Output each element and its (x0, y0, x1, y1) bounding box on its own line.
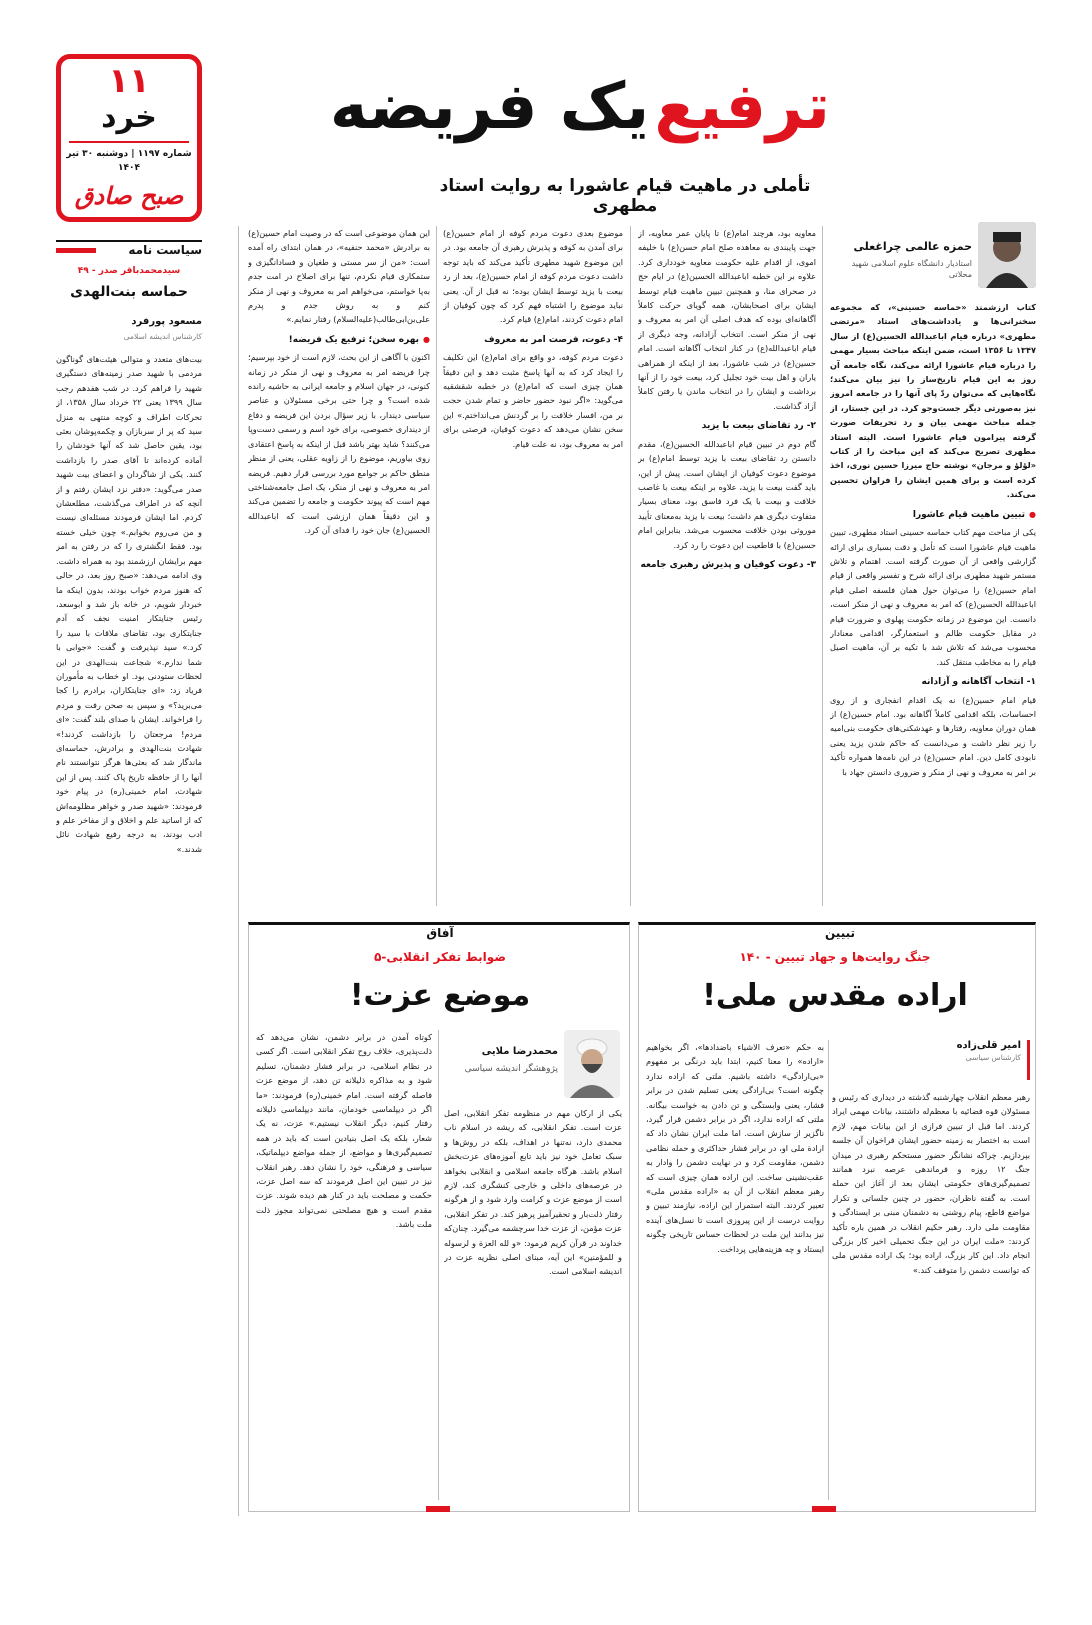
main-intro: کتاب ارزشمند «حماسه حسینی»، که مجموعه سخنرانی‌ها و یادداشت‌های استاد «مرتضی مطهری» درباره قیام اباعبدالله الحسین(ع) از سال ۱۳۴۷ تا ۱۳۵۶ است، ضمن اینکه مباحث بسیار مهمی را درباره قیام عاشورا ارائه می‌کند، نگاه جامعه آن روز به این قیام تاریخ‌ساز را نیز بیان می‌کند؛ نگاه‌هایی که می‌توان ردّ پای آنها را در جامعه امروز نیز به‌صورتی دیگر جست‌وجو کرد. در این جستار، از جمله مباحث مهمی بیان و رد تحریفات صورت گرفته پیرامون قیام عاشورا است. البته استاد مطهری تصریح می‌کند که این مباحث را از کتاب «لؤلؤ و مرجان» نوشته حاج میرزا حسین نوری، اخذ کرده است و برای همین ایشان را فراوان تحسین می‌کند. (830, 302, 1036, 500)
main-col-1 (830, 300, 1036, 890)
siasat-header-label: سیاست نامه (128, 243, 202, 257)
main-p3: معاویه بود، هرچند امام(ع) تا پایان عمر معاویه، از جهت پایبندی به معاهده صلح امام حسن(ع) با خلیفه اموی، از اقدام علیه حکومت معاویه خودداری کرد. علاوه بر این خطبه اباعبدالله الحسین(ع) در ایام حج در صحرای منا، و همچنین تبیین ماهیت قیام توسط ایشان برای اصحابشان، همه گویای حرکت کاملاً آگاهانه‌ای بوده که هدف اصلی آن امر به معروف و نهی از منکر است. انتخاب آزادانه، وجه دیگری از قیام اباعبدالله(ع) در کنار انتخاب آگاهانه است. امام حسین(ع) در شب عاشورا، بعد از اینکه از همراهی یاران و اهل بیت خود تجلیل کرد، بیعت خود را از آنها برداشت و ایشان را در انتخاب ماندن یا رفتن کاملاً آزاد گذاشت. (638, 228, 816, 411)
afagh-col-1: یکی از ارکان مهم در منظومه تفکر انقلابی، اصل عزت است. تفکر انقلابی، که ریشه در اسلام ناب محمدی دارد، نه‌تنها در اهداف، بلکه در روش‌ها و سبک تعامل خود نیز باید تابع آموزه‌های عزت‌بخش اسلام باشد. هرگاه جامعه اسلامی و انقلابی بخواهد در عرصه‌های داخلی و خارجی کنشگری کند، لازم است از موضع عزت و کرامت وارد شود و از هرگونه رفتار ذلت‌بار و تحقیرآمیز پرهیز کند. در تفکر انقلابی، عزت مؤمن، از عزت خدا سرچشمه می‌گیرد. چنان‌که خداوند در قرآن کریم فرمود: «و لله العزة و لرسوله و للمؤمنین» این آیه، مبنای اصلی نظریه عزت در اندیشه اسلامی است. (444, 1108, 622, 1277)
end-mark (812, 1506, 836, 1512)
col-rule (238, 226, 239, 1516)
siasat-kicker: سیدمحمدباقر صدر - ۴۹ (77, 266, 181, 276)
siasat-title: حماسه بنت‌الهدی (70, 284, 188, 300)
main-col-3 (443, 226, 623, 886)
author-name: حمزه عالمی چراغعلی (853, 240, 972, 253)
tabyin-author-block (832, 1040, 1030, 1080)
tabyin-col-2: به حکم «تعرف الاشیاء باضدادها»، اگر بخواهیم «اراده» را معنا کنیم، ابتدا باید درنگی بر مفهوم «بی‌ارادگی» داشته باشیم. ملتی که اراده ندارد چگونه است؟ بی‌ارادگی یعنی تسلیم شدن در برابر فشار، یعنی وابستگی و تن دادن به خواست بیگانه. ملتی که اراده ندارد، اگر در برابر دشمن قرار گیرد، ناگزیر از سازش است. اما ملت ایران نشان داد که ارادة ملی او، در برابر فشار حداکثری و حمله نظامی دشمن، مقاومت کرد و در نهایت دشمن را وادار به عقب‌نشینی ساخت. این اراده همان چیزی است که رهبر معظم انقلاب از آن به «اراده مقدس ملی» تعبیر کردند. البته استمرار این اراده، نیازمند تبیین و روایت درست از این پیروزی است تا نسل‌های آینده نیز بدانند این ملت در لحظات حساس تاریخی چگونه ایستاد و چه هزینه‌هایی پرداخت. (646, 1042, 824, 1254)
siasat-author: مسعود پورفرد (131, 316, 202, 327)
main-p7: این همان موضوعی است که در وصیت امام حسین(ع) به برادرش «محمد حنفیه»، در همان ابتدای راه آمده است: «من از سر مستی و طغیان و فسادانگیزی و ستمکاری قیام نکردم، تنها برای اصلاح در امت جدم به‌پا خواستم، می‌خواهم امر به معروف و نهی از منکر کنم و به روش جدم و پدرم علی‌بن‌ابی‌طالب(علیه‌السلام) رفتار نمایم.» (248, 228, 430, 325)
main-p2: قیام امام حسین(ع) نه یک اقدام انفجاری و از روی احساسات، بلکه اقدامی کاملاً آگاهانه بود. امام حسین(ع) از همان دوران معاویه، رفتارها و عهدشکنی‌های حکومت بنی‌امیه را زیر نظر داشت و می‌دانست که حاکم شدن یزید یعنی نابودی کامل دین. امام حسین(ع) در این نامه‌ها همواره تأکید بر امر به معروف و نهی از منکر و ضروری دانستن جهاد با (830, 694, 1036, 777)
col-rule (828, 1040, 829, 1500)
main-sub-5: ۴- دعوت، فرصت امر به معروف (484, 334, 623, 345)
newspaper-logo: صبح صادق (74, 182, 184, 210)
col-rule (822, 226, 823, 906)
afagh-col-2: کوتاه آمدن در برابر دشمن، نشان می‌دهد که ذلت‌پذیری، خلاف روح تفکر انقلابی است. اگر کسی در نظام اسلامی، در برابر فشار دشمنان، تسلیم شود و به مذاکره ذلیلانه تن دهد، از موضع عزت فاصله گرفته است. امام خمینی(ره) فرمودند: «ما اگر در دیپلماسی خودمان، مانند دیپلماسی ذلیلانه رفتار کنیم، دیگر انقلاب نیستیم.» عزت، نه یک شعار، بلکه یک اصل بنیادین است که باید در همه تصمیم‌گیری‌ها و مواضع، از جمله مواضع دیپلماتیک، سیاسی و فرهنگی، خود را نشان دهد. رهبر انقلاب نیز در تبیین این اصل فرمودند که سه اصل عزت، حکمت و مصلحت باید در کنار هم دیده شوند. عزت مقدم است و هیچ مصلحتی نمی‌تواند مجوز ذلت ملت باشد. (256, 1032, 432, 1230)
tabyin-title: اراده مقدس ملی! (702, 978, 968, 1013)
main-p6: دعوت مردم کوفه، دو واقع برای امام(ع) این تکلیف را ایجاد کرد که به آنها پاسخ مثبت دهد و این دقیقاً همان چیزی است که امام(ع) در خطبه شقشقیه می‌گوید: «اگر نبود حضور حاضر و تمام شدن حجت بر من، افسار خلافت را بر گردنش می‌انداختم.» این سخن نشان می‌دهد که دعوت کوفیان، فرصتی برای امر به معروف بود، نه علت قیام. (443, 352, 623, 449)
page-number: ۱۱ (108, 61, 150, 101)
header-accent (56, 248, 96, 253)
main-col-2 (638, 226, 816, 886)
issue-info: شماره ۱۱۹۷ | دوشنبه ۳۰ تیر ۱۴۰۴ (66, 149, 192, 173)
main-sub-1: ● تبیین ماهیت قیام عاشورا (830, 508, 1036, 522)
col-rule (630, 226, 631, 906)
main-p4: گام دوم در تبیین قیام اباعبدالله الحسین(ع)، مقدم دانستن رد تقاضای بیعت با یزید توسط امام(ع) بر موضوع دعوت کوفیان از ایشان است. پیش از این، باید گفت بیعت با یزید، علاوه بر اینکه بیعت با غاصب خلافت و بیعت با یک فرد فاسق بود، معنای بسیار متفاوت دیگری هم داشت؛ بیعت با یزید به‌معنای تأیید موروثی بودن خلافت محسوب می‌شد. بنابراین امام حسین(ع) با قاطعیت این دعوت را رد کرد. (638, 438, 816, 550)
afagh-author: محمدرضا ملایی (481, 1046, 558, 1057)
main-headline (329, 70, 830, 160)
main-col-4 (248, 226, 430, 886)
headline-black: یک فریضه (329, 70, 650, 144)
tabyin-author: امیر قلی‌زاده (956, 1040, 1021, 1051)
afagh-kicker: ضوابط تفکر انقلابی-۵ (374, 950, 506, 964)
tabyin-header: تبیین (825, 926, 855, 940)
tabyin-author-role: کارشناس سیاسی (965, 1053, 1021, 1062)
main-sub-4: ۳- دعوت کوفیان و پذیرش رهبری جامعه (640, 559, 816, 570)
col-rule (438, 1030, 439, 1500)
headline-red: ترفیع (654, 70, 830, 144)
tabyin-kicker: جنگ روایت‌ها و جهاد تبیین - ۱۴۰ (739, 950, 931, 964)
main-p5: موضوع بعدی دعوت مردم کوفه از امام حسین(ع) برای آمدن به کوفه و پذیرش رهبری آن جامعه بود. در این موضوع شهید مطهری تأکید می‌کند که باید توجه داشت دعوت مردم کوفه از امام حسین(ع)، بعد از رد بیعت با یزید توسط ایشان بوده؛ نه قبل از آن. یعنی نباید موضوع را اشتباه فهم کرد که چون کوفیان از امام دعوت کردند، امام(ع) قیام کرد. (443, 228, 623, 325)
main-subtitle: تأملی در ماهیت قیام عاشورا به روایت استاد مطهری (439, 176, 811, 216)
afagh-author-block (440, 1030, 620, 1100)
main-sub-2: ۱- انتخاب آگاهانه و آزادانه (921, 677, 1036, 688)
afagh-header: آفاق (426, 926, 454, 940)
siasat-header (56, 240, 202, 258)
main-sub-3: ۲- رد تقاضای بیعت با یزید (701, 421, 816, 432)
col-rule (436, 226, 437, 906)
masthead-divider (69, 141, 189, 143)
afagh-author-role: پژوهشگر اندیشه سیاسی (464, 1064, 558, 1074)
siasat-author-role: کارشناس اندیشه اسلامی (123, 332, 202, 341)
author-role: استادیار دانشگاه علوم اسلامی شهید محلاتی (851, 259, 972, 279)
main-sub-6: ● بهره سخن؛ ترفیع یک فریضه! (248, 333, 430, 347)
author-avatar (978, 222, 1036, 288)
siasat-body: بیت‌های متعدد و متوالی هیئت‌های گوناگون مردمی با شهید صدر زمینه‌های دستگیری شهید را فراهم کرد. در شب هفدهم رجب سال ۱۳۹۹ یعنی ۲۲ خرداد سال ۱۳۵۸، از تحرکات اطراف و کوچه منتهی به منزل سید که پر از سربازان و چکمه‌پوشان بعثی بود، یقین حاصل شد که آنها خودشان را آماده کرده‌اند تا آقای صدر را بازداشت کنند. یکی از شاگردان و اعضای بیت شهید صدر می‌گوید: «دفتر نزد ایشان رفتم و از آنچه که در اطراف می‌گذشت، مطلعشان کردم. اما ایشان فرمودند مسئله‌ای نیست و من می‌روم بخوابم.» چون خیلی خسته بود. فقط انگشتری را که در رفتن به امر مهم برایشان ارزشمند بود به همراه داشت. وی ادامه می‌دهد: «صبح روز بعد، در حالی که هنوز مردم خواب بودند، بدون اینکه ما خبردار شویم، در خانه باز شد و ابوسعد، رئیس جنایتکار امنیت نجف که آدم جنایتکاری بود، تقاضای ملاقات با سید را کرد.» سید نپذیرفت و گفت: «جوابی با شما ندارم.» شجاعت بنت‌الهدی در این لحظات ستودنی بود. او خطاب به مأموران فریاد زد: «ای جنایتکاران، برادرم را کجا می‌برید؟» و سپس به صحن رفت و مردم را فراخواند. ایشان با صدای بلند گفت: «ای مردم! مرجعتان را بازداشت کردند!» شهادت بنت‌الهدی و برادرش، حماسه‌ای ماندگار شد که بعثی‌ها هرگز نتوانستند نام آنها را از حافظه تاریخ پاک کنند. پس از این شهادت، امام خمینی(ره) در پیام خود فرمودند: «شهید صدر و خواهر مظلومه‌اش که از اساتید علم و اخلاق و از مفاخر علم و ادب بودند، به درجه رفیع شهادت نائل شدند.» (56, 354, 202, 854)
section-name: خرد (101, 100, 157, 135)
afagh-author-avatar (564, 1030, 620, 1098)
main-p8: اکنون با آگاهی از این بحث، لازم است از خود بپرسیم؛ چرا فریضه امر به معروف و نهی از منکر در زمانه کنونی، در جهان اسلام و جامعه ایرانی به حاشیه رانده شده است؟ و چرا حتی برخی مسئولان و عناصر سیاسی دیندار، با زیر سؤال بردن این فریضه و دفاع از دینداری خصوصی، برای خود اسم و رسمی دست‌وپا می‌کنند؟ شاید بهتر باشد قبل از اینکه به پاسخ اعتقادی روی بیاوریم، موضوع را از زاویه عقلی، یعنی از منظر منطق حاکم بر جوامع مورد بررسی قرار دهیم. فریضه امر به معروف و نهی از منکر، یک اصل جامعه‌شناختی مهم است که پیوند حکومت و جامعه را تضمین می‌کند و این دقیقاً همان ارزشی است که اباعبدالله الحسین(ع) جان خود را فدای آن کرد. (248, 352, 430, 536)
tabyin-col-1: رهبر معظم انقلاب چهارشنبه گذشته در دیداری که رئیس و مسئولان قوه قضائیه با معظم‌له داشتند، بیانات مهمی ایراد کردند. اما قبل از تبیین فرازی از این بیانات مهم، لازم است به اختصار به زمینه حضور ایشان فراخوان آن جلسه بپردازیم. چراکه نشانگر حضور مستحکم رهبری در میدان جنگ ۱۲ روزه و فرماندهی عرصه نبرد همانند تصمیم‌گیری‌های حکومتی ایشان بعد از آغاز این حمله است. به گفته ناظران، حضور در چنین جلساتی و تکرار مواضع قاطع، پیام روشنی به دشمنان مبنی بر ایستادگی و مقاومت ملی دارد. رهبر حکیم انقلاب در همین باره تأکید کردند: «ملت ایران در این جنگ تحمیلی اخیر کار بزرگی انجام داد. این کار بزرگ، اراده بود؛ یک اراده مقدس ملی که توانست دشمن را متوقف کند.» (832, 1092, 1030, 1275)
masthead-box (56, 54, 202, 222)
main-p1: یکی از مباحث مهم کتاب حماسه حسینی استاد مطهری، تبیین ماهیت قیام عاشورا است که تأمل و دقت بسیاری برای ارائه گزارشی واقعی از آن صورت گرفته است. اهتمام و تلاش مستمر شهید مطهری برای ارائه شرح و تفسیر واقعی از قیام امام حسین(ع) را می‌توان حول همان فلسفه اصلی قیام اباعبدالله الحسین(ع) که امر به معروف و نهی از منکر است، دانست. این موضوع در زمانه حکومت پهلوی و ضرورت قیام در مقابل حکومت ظالم و استعمارگر، اقدامی معنادار محسوب می‌شد که تلاش شد با تکیه بر آن، ماهیت اصیل قیام را به مخاطب منتقل کند. (830, 527, 1036, 667)
afagh-title: موضع عزت! (349, 978, 531, 1013)
end-mark (426, 1506, 450, 1512)
author-box (830, 222, 1036, 292)
